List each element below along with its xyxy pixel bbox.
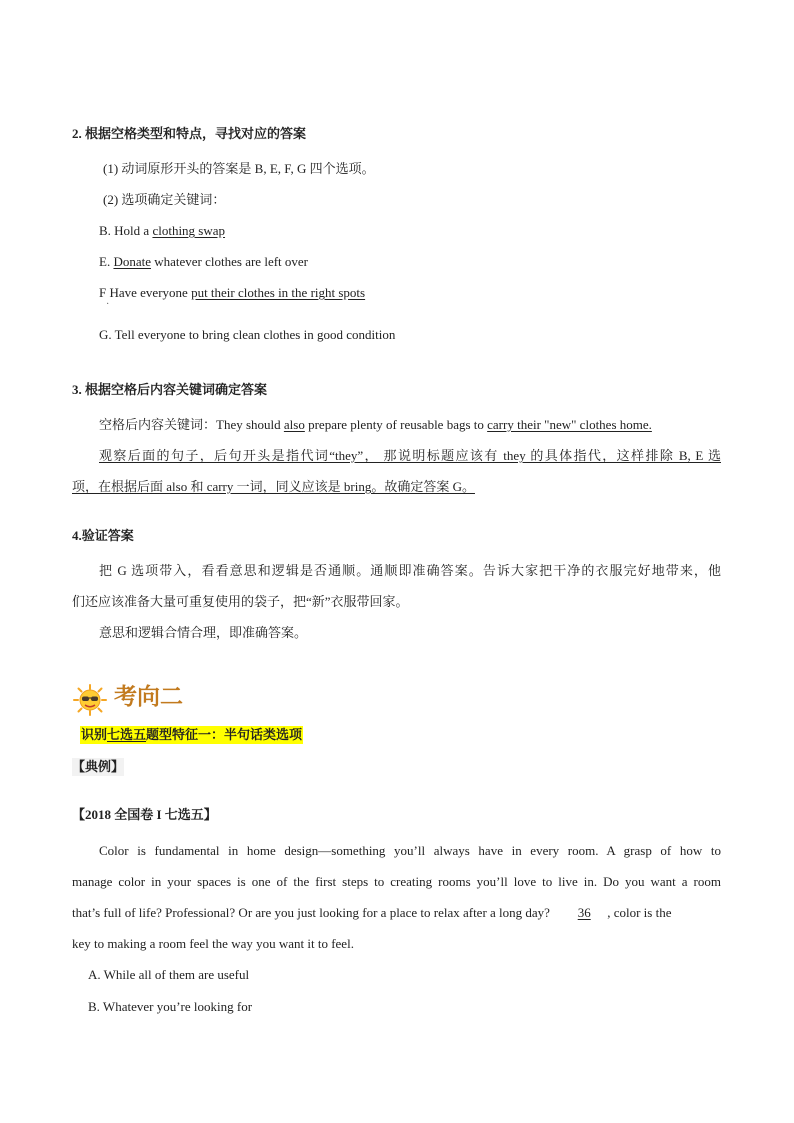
option-f-keywords [99, 284, 365, 302]
step2-title: 2. 根据空格类型和特点，寻找对应的答案 [72, 126, 307, 141]
step2-line2: (2) 选项确定关键词： [103, 192, 226, 207]
option-e-keywords [99, 253, 308, 271]
option-g-line: G. Tell everyone to bring clean clothes in good condition [99, 327, 396, 342]
step2-line1: (1) 动词原形开头的答案是 B, E, F, G 四个选项。 [103, 161, 375, 176]
passage-line-3-suffix: , color is the [607, 905, 672, 920]
section-heading: 考向二 [114, 683, 183, 710]
step3-title: 3. 根据空格后内容关键词确定答案 [72, 382, 268, 397]
step4-line2: 们还应该准备大量可重复使用的袋子，把“新”衣服带回家。 [72, 594, 409, 609]
stray-dot: · [106, 299, 110, 310]
option-e-rest: whatever clothes are left over [151, 254, 309, 269]
option-a: A. While all of them are useful [88, 967, 250, 982]
passage-line-3 [72, 904, 721, 922]
example-tag: 【典例】 [72, 759, 125, 774]
option-e-prefix: E. [99, 254, 114, 269]
passage-line-3-prefix: that’s full of life? Professional? Or are you just looking for a place to relax after a long day? [72, 905, 550, 920]
banner-prefix: 识别 [81, 727, 108, 742]
step4-line1: 把 G 选项带入，看看意思和逻辑是否通顺。通顺即准确答案。告诉大家把干净的衣服完好地带来，他 [99, 563, 721, 578]
section-banner [80, 726, 303, 744]
option-b-prefix: B. Hold a [99, 223, 153, 238]
keyword-also: also [283, 417, 305, 432]
keyword-carry: carry their "new" clothes home. [487, 417, 652, 432]
step3-line1-prefix: 空格后内容关键词：They should [99, 417, 284, 432]
passage-line-2: manage color in your spaces is one of the first steps to creating rooms you’ll love to live in. Do you want a room [72, 874, 721, 889]
source-tag: 【2018 全国卷 I 七选五】 [72, 807, 217, 822]
step3-line2: 观察后面的句子，后句开头是指代词“they”， 那说明标题应该有 they 的具体指代，这样排除 B, E 选 [99, 448, 721, 463]
option-b-keywords [99, 222, 225, 240]
option-b-key: clothing swap [152, 223, 226, 238]
passage-line-4: key to making a room feel the way you want it to feel. [72, 936, 354, 951]
banner-suffix: 题型特征一：半句话类选项 [146, 727, 303, 742]
sun-with-sunglasses-icon [72, 684, 108, 716]
option-f-prefix: F Have everyone [99, 285, 192, 300]
option-f-key: put their clothes in the right spots [191, 285, 366, 300]
step3-line3: 项，在根据后面 also 和 carry 一词，同义应该是 bring。故确定答案 G。 [72, 479, 475, 494]
step3-line1-mid: prepare plenty of reusable bags to [304, 417, 488, 432]
option-e-key: Donate [113, 254, 151, 269]
banner-underlined: 七选五 [107, 727, 147, 742]
blank-36: 36 [577, 905, 591, 920]
option-b: B. Whatever you’re looking for [88, 999, 253, 1014]
step4-line3: 意思和逻辑合情合理，即准确答案。 [99, 625, 308, 640]
passage-line-1: Color is fundamental in home design—something you’ll always have in every room. A grasp of how to [99, 843, 721, 858]
step3-line1 [99, 416, 652, 434]
step4-title: 4.验证答案 [72, 528, 134, 543]
